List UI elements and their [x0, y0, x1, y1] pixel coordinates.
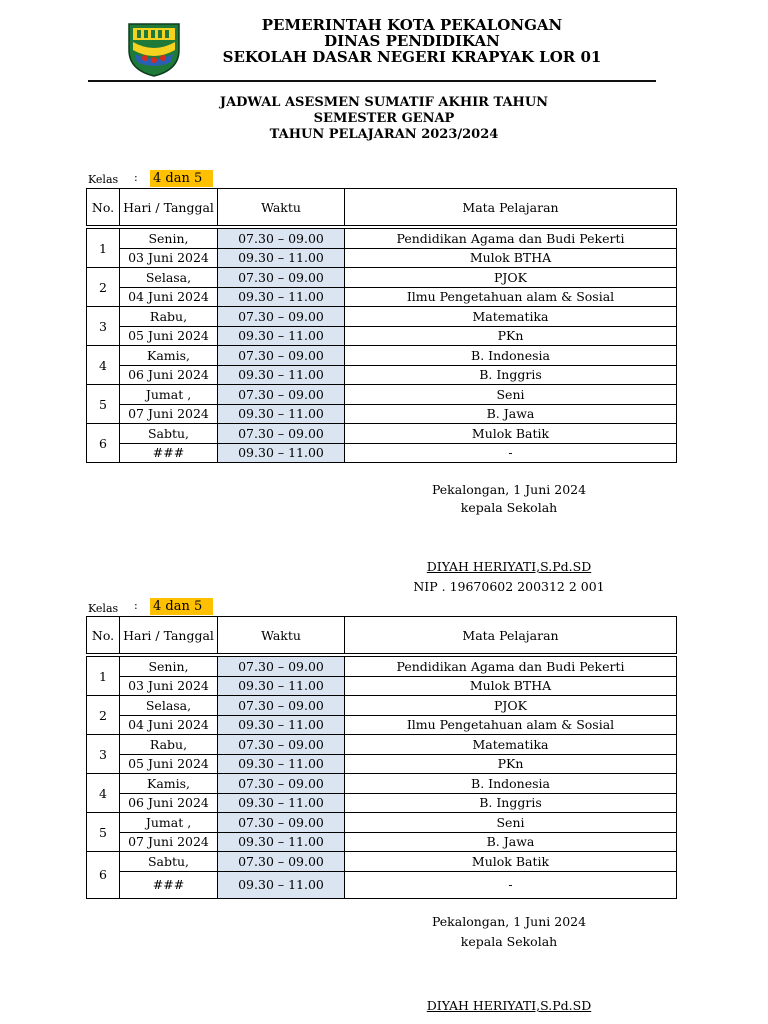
- time-cell: 09.30 – 11.00: [218, 793, 345, 813]
- header-no: No.: [87, 617, 120, 654]
- table-row: [87, 871, 677, 898]
- table-row: [87, 696, 677, 716]
- date-cell: 03 Juni 2024: [120, 676, 218, 696]
- subject-cell: Ilmu Pengetahuan alam & Sosial: [345, 287, 677, 307]
- date-cell: 07 Juni 2024: [120, 832, 218, 852]
- kelas-colon: :: [134, 171, 138, 184]
- subject-cell: Mulok Batik: [345, 424, 677, 444]
- time-cell: 09.30 – 11.00: [218, 365, 345, 385]
- time-cell: 07.30 – 09.00: [218, 385, 345, 405]
- table-row: [87, 404, 677, 424]
- row-number: 6: [87, 424, 120, 463]
- kelas-colon: :: [134, 599, 138, 612]
- subject-cell: B. Inggris: [345, 793, 677, 813]
- table-row: [87, 307, 677, 327]
- day-cell: Kamis,: [120, 774, 218, 794]
- signature-name: DIYAH HERIYATI,S.Pd.SD: [426, 998, 592, 1013]
- subject-cell: -: [345, 871, 677, 898]
- time-cell: 07.30 – 09.00: [218, 696, 345, 716]
- header-mata-pelajaran: Mata Pelajaran: [345, 189, 677, 226]
- row-number: 2: [87, 696, 120, 735]
- signature-nip: NIP . 19670602 200312 2 001: [413, 579, 605, 594]
- time-cell: 09.30 – 11.00: [218, 832, 345, 852]
- table-row: [87, 813, 677, 833]
- table-row: [87, 735, 677, 755]
- time-cell: 09.30 – 11.00: [218, 443, 345, 463]
- date-cell: 04 Juni 2024: [120, 287, 218, 307]
- table-row: [87, 229, 677, 249]
- date-cell: 04 Juni 2024: [120, 715, 218, 735]
- signature-place-date: Pekalongan, 1 Juni 2024: [431, 482, 587, 497]
- time-cell: 07.30 – 09.00: [218, 813, 345, 833]
- row-number: 2: [87, 268, 120, 307]
- table-row: [87, 385, 677, 405]
- header-waktu: Waktu: [218, 617, 345, 654]
- subject-cell: PJOK: [345, 268, 677, 288]
- subject-cell: Matematika: [345, 307, 677, 327]
- table-row: [87, 793, 677, 813]
- time-cell: 09.30 – 11.00: [218, 754, 345, 774]
- time-cell: 07.30 – 09.00: [218, 424, 345, 444]
- time-cell: 07.30 – 09.00: [218, 229, 345, 249]
- row-number: 5: [87, 385, 120, 424]
- subject-cell: B. Indonesia: [345, 774, 677, 794]
- signature-role: kepala Sekolah: [460, 500, 558, 515]
- kelas-value: 4 dan 5: [150, 598, 213, 615]
- time-cell: 09.30 – 11.00: [218, 715, 345, 735]
- time-cell: 07.30 – 09.00: [218, 346, 345, 366]
- kelas-value: 4 dan 5: [150, 170, 213, 187]
- subject-cell: PKn: [345, 754, 677, 774]
- day-cell: Senin,: [120, 657, 218, 677]
- table-row: [87, 268, 677, 288]
- time-cell: 09.30 – 11.00: [218, 248, 345, 268]
- table-header-row: [87, 189, 677, 226]
- table-header-row: [87, 617, 677, 654]
- subject-cell: -: [345, 443, 677, 463]
- schedule-table: [86, 616, 677, 899]
- row-number: 4: [87, 774, 120, 813]
- header-mata-pelajaran: Mata Pelajaran: [345, 617, 677, 654]
- table-row: [87, 715, 677, 735]
- table-row: [87, 443, 677, 463]
- row-number: 5: [87, 813, 120, 852]
- letterhead-line-2: DINAS PENDIDIKAN: [324, 32, 500, 50]
- time-cell: 09.30 – 11.00: [218, 404, 345, 424]
- date-cell: 03 Juni 2024: [120, 248, 218, 268]
- table-row: [87, 832, 677, 852]
- table-row: [87, 346, 677, 366]
- subject-cell: Mulok Batik: [345, 852, 677, 872]
- subject-cell: PKn: [345, 326, 677, 346]
- date-cell: ###: [120, 871, 218, 898]
- table-row: [87, 852, 677, 872]
- row-number: 6: [87, 852, 120, 899]
- table-row: [87, 424, 677, 444]
- subject-cell: B. Jawa: [345, 832, 677, 852]
- subject-cell: Pendidikan Agama dan Budi Pekerti: [345, 657, 677, 677]
- date-cell: 05 Juni 2024: [120, 326, 218, 346]
- subject-cell: Seni: [345, 385, 677, 405]
- row-number: 3: [87, 735, 120, 774]
- table-row: [87, 326, 677, 346]
- table-row: [87, 754, 677, 774]
- day-cell: Sabtu,: [120, 424, 218, 444]
- doc-title-line-2: SEMESTER GENAP: [313, 111, 455, 126]
- letterhead-line-1: PEMERINTAH KOTA PEKALONGAN: [261, 16, 563, 34]
- kelas-label: Kelas: [88, 173, 119, 186]
- doc-title-line-3: TAHUN PELAJARAN 2023/2024: [269, 127, 499, 142]
- subject-cell: Matematika: [345, 735, 677, 755]
- day-cell: Selasa,: [120, 696, 218, 716]
- header-hari-tanggal: Hari / Tanggal: [120, 189, 218, 226]
- time-cell: 09.30 – 11.00: [218, 287, 345, 307]
- subject-cell: PJOK: [345, 696, 677, 716]
- day-cell: Sabtu,: [120, 852, 218, 872]
- subject-cell: B. Inggris: [345, 365, 677, 385]
- time-cell: 07.30 – 09.00: [218, 307, 345, 327]
- subject-cell: B. Indonesia: [345, 346, 677, 366]
- subject-cell: Mulok BTHA: [345, 676, 677, 696]
- letterhead-line-3: SEKOLAH DASAR NEGERI KRAPYAK LOR 01: [222, 48, 602, 66]
- date-cell: 05 Juni 2024: [120, 754, 218, 774]
- header-no: No.: [87, 189, 120, 226]
- header-hari-tanggal: Hari / Tanggal: [120, 617, 218, 654]
- time-cell: 07.30 – 09.00: [218, 852, 345, 872]
- date-cell: 06 Juni 2024: [120, 793, 218, 813]
- time-cell: 07.30 – 09.00: [218, 774, 345, 794]
- time-cell: 09.30 – 11.00: [218, 676, 345, 696]
- time-cell: 07.30 – 09.00: [218, 657, 345, 677]
- kelas-label: Kelas: [88, 602, 119, 615]
- day-cell: Rabu,: [120, 307, 218, 327]
- time-cell: 09.30 – 11.00: [218, 326, 345, 346]
- day-cell: Kamis,: [120, 346, 218, 366]
- letterhead-divider: [88, 80, 656, 82]
- subject-cell: B. Jawa: [345, 404, 677, 424]
- day-cell: Rabu,: [120, 735, 218, 755]
- date-cell: 07 Juni 2024: [120, 404, 218, 424]
- day-cell: Senin,: [120, 229, 218, 249]
- time-cell: 07.30 – 09.00: [218, 268, 345, 288]
- row-number: 1: [87, 229, 120, 268]
- schedule-table: [86, 188, 677, 463]
- subject-cell: Pendidikan Agama dan Budi Pekerti: [345, 229, 677, 249]
- time-cell: 09.30 – 11.00: [218, 871, 345, 898]
- doc-title-line-1: JADWAL ASESMEN SUMATIF AKHIR TAHUN: [219, 95, 549, 110]
- table-row: [87, 248, 677, 268]
- day-cell: Jumat ,: [120, 385, 218, 405]
- table-row: [87, 657, 677, 677]
- row-number: 3: [87, 307, 120, 346]
- row-number: 1: [87, 657, 120, 696]
- signature-name: DIYAH HERIYATI,S.Pd.SD: [426, 559, 592, 574]
- table-row: [87, 365, 677, 385]
- day-cell: Jumat ,: [120, 813, 218, 833]
- date-cell: 06 Juni 2024: [120, 365, 218, 385]
- signature-place-date: Pekalongan, 1 Juni 2024: [431, 914, 587, 929]
- table-row: [87, 774, 677, 794]
- row-number: 4: [87, 346, 120, 385]
- subject-cell: Seni: [345, 813, 677, 833]
- subject-cell: Mulok BTHA: [345, 248, 677, 268]
- day-cell: Selasa,: [120, 268, 218, 288]
- table-row: [87, 676, 677, 696]
- subject-cell: Ilmu Pengetahuan alam & Sosial: [345, 715, 677, 735]
- date-cell: ###: [120, 443, 218, 463]
- header-waktu: Waktu: [218, 189, 345, 226]
- time-cell: 07.30 – 09.00: [218, 735, 345, 755]
- signature-role: kepala Sekolah: [460, 934, 558, 949]
- table-row: [87, 287, 677, 307]
